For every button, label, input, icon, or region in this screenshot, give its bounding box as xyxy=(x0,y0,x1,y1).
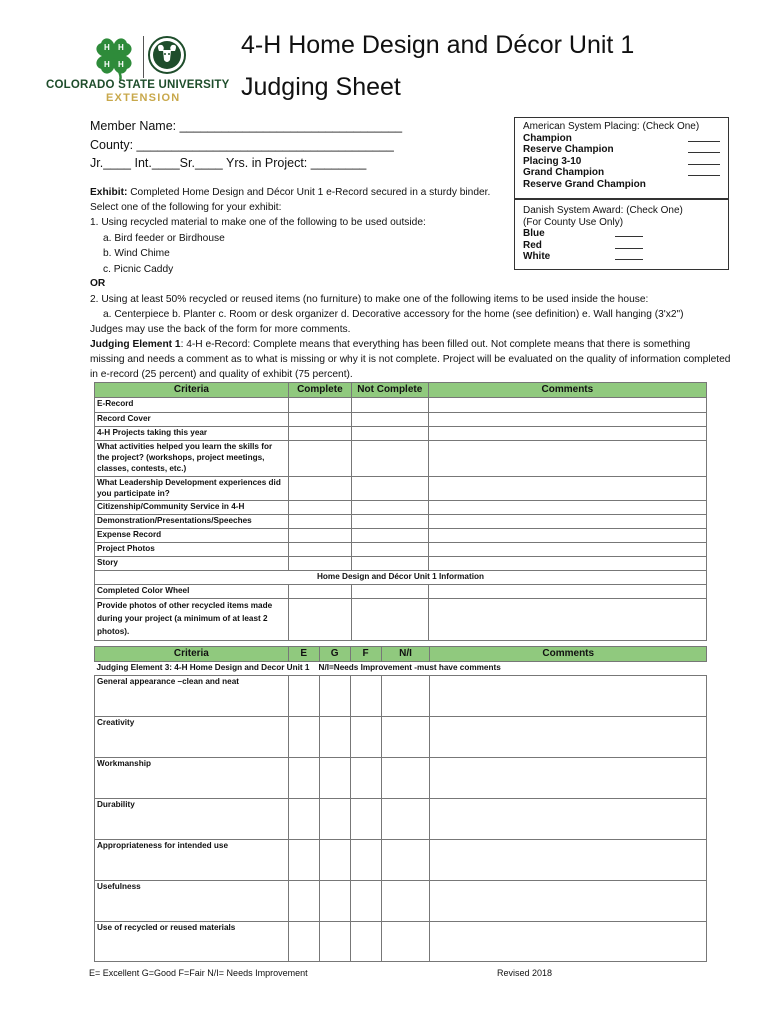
table-row xyxy=(95,585,707,599)
g-cell[interactable] xyxy=(319,676,350,717)
e-cell[interactable] xyxy=(288,758,319,799)
clover-icon xyxy=(90,34,138,80)
table-row xyxy=(95,501,707,515)
criteria-cell: 4-H Projects taking this year xyxy=(95,427,289,441)
not-complete-cell[interactable] xyxy=(351,557,428,571)
table-row xyxy=(95,441,707,477)
table-row xyxy=(95,758,707,799)
comment-cell[interactable] xyxy=(428,413,706,427)
not-complete-cell[interactable] xyxy=(351,543,428,557)
danish-checkbox[interactable] xyxy=(615,240,643,249)
not-complete-cell[interactable] xyxy=(351,585,428,599)
section-title: Home Design and Décor Unit 1 Information xyxy=(95,571,707,585)
not-complete-cell[interactable] xyxy=(351,529,428,543)
table-row xyxy=(95,398,707,413)
comment-cell[interactable] xyxy=(428,501,706,515)
exhibit-text: Completed Home Design and Décor Unit 1 e-Record secured in a sturdy binder. xyxy=(130,187,491,198)
criteria-cell: Creativity xyxy=(95,717,289,758)
header-f: F xyxy=(350,647,381,662)
level-field[interactable]: Jr.____ Int.____Sr.____ Yrs. in Project: ________ xyxy=(90,156,367,170)
not-complete-cell[interactable] xyxy=(351,599,428,641)
f-cell[interactable] xyxy=(350,881,381,922)
complete-cell[interactable] xyxy=(288,477,351,501)
ni-cell[interactable] xyxy=(381,717,430,758)
g-cell[interactable] xyxy=(319,717,350,758)
comment-cell[interactable] xyxy=(428,477,706,501)
not-complete-cell[interactable] xyxy=(351,413,428,427)
placing-option: Grand Champion xyxy=(523,167,605,178)
judging-element-1-text: : 4-H e-Record: Complete means that everything has been filled out. Not complete means that there is something xyxy=(180,339,691,350)
header-comments: Comments xyxy=(428,383,706,398)
e-cell[interactable] xyxy=(288,881,319,922)
criteria-cell: Use of recycled or reused materials xyxy=(95,922,289,962)
criteria-cell: Expense Record xyxy=(95,529,289,543)
ni-cell[interactable] xyxy=(381,676,430,717)
comment-cell[interactable] xyxy=(430,922,707,962)
criteria-cell: Completed Color Wheel xyxy=(95,585,289,599)
comment-cell[interactable] xyxy=(428,599,706,641)
ni-cell[interactable] xyxy=(381,922,430,962)
erecord-table xyxy=(94,382,707,641)
danish-option: White xyxy=(523,251,551,262)
option1-item: a. Bird feeder or Birdhouse xyxy=(103,233,225,244)
table-header xyxy=(95,647,707,662)
header-e: E xyxy=(288,647,319,662)
svg-text:H: H xyxy=(104,43,110,52)
judges-note: Judges may use the back of the form for more comments. xyxy=(90,324,351,335)
table-row xyxy=(95,477,707,501)
not-complete-cell[interactable] xyxy=(351,398,428,413)
subheader-left: Judging Element 3: 4-H Home Design and Decor Unit 1 xyxy=(96,663,310,672)
comment-cell[interactable] xyxy=(430,717,707,758)
table-row xyxy=(95,529,707,543)
judging-element-1-line2: missing and needs a comment as to what is missing or why it is not complete. Project will be evaluated on the quality of information completed xyxy=(90,354,731,365)
table-row xyxy=(95,599,707,641)
table-row xyxy=(95,881,707,922)
ram-seal-icon xyxy=(148,36,186,74)
f-cell[interactable] xyxy=(350,840,381,881)
judging-element-1-label: Judging Element 1 xyxy=(90,339,181,350)
exhibit-select: Select one of the following for your exhibit: xyxy=(90,202,282,213)
svg-text:H: H xyxy=(118,60,124,69)
danish-option: Blue xyxy=(523,228,545,239)
county-field[interactable]: County: _____________________________________ xyxy=(90,138,394,152)
criteria-cell: Provide photos of other recycled items made during your project (a minimum of at least 2 photos). xyxy=(95,599,289,641)
footer-revised: Revised 2018 xyxy=(497,968,553,978)
comment-cell[interactable] xyxy=(428,529,706,543)
criteria-cell: Record Cover xyxy=(95,413,289,427)
criteria-cell: Durability xyxy=(95,799,289,840)
complete-cell[interactable] xyxy=(288,501,351,515)
comment-cell[interactable] xyxy=(430,799,707,840)
comment-cell[interactable] xyxy=(428,543,706,557)
subheader xyxy=(95,662,707,676)
comment-cell[interactable] xyxy=(430,881,707,922)
placing-checkbox[interactable] xyxy=(688,156,720,165)
header-not-complete: Not Complete xyxy=(351,383,428,398)
not-complete-cell[interactable] xyxy=(351,477,428,501)
option2-items: a. Centerpiece b. Planter c. Room or desk organizer d. Decorative accessory for the home (see definition) e. Wall hanging (3'x2") xyxy=(103,309,684,320)
g-cell[interactable] xyxy=(319,840,350,881)
exhibit-label: Exhibit: xyxy=(90,187,128,198)
table-row xyxy=(95,799,707,840)
criteria-cell: Appropriateness for intended use xyxy=(95,840,289,881)
e-cell[interactable] xyxy=(288,840,319,881)
placing-checkbox[interactable] xyxy=(688,167,720,176)
ni-cell[interactable] xyxy=(381,799,430,840)
not-complete-cell[interactable] xyxy=(351,515,428,529)
g-cell[interactable] xyxy=(319,922,350,962)
table-row xyxy=(95,413,707,427)
header-criteria: Criteria xyxy=(95,647,289,662)
e-cell[interactable] xyxy=(288,799,319,840)
judging-table xyxy=(94,646,707,962)
danish-award-box xyxy=(514,199,729,270)
comment-cell[interactable] xyxy=(428,441,706,477)
page-subtitle: Judging Sheet xyxy=(241,73,401,101)
f-cell[interactable] xyxy=(350,676,381,717)
ni-cell[interactable] xyxy=(381,758,430,799)
org-name: COLORADO STATE UNIVERSITY xyxy=(46,79,230,91)
criteria-cell: Workmanship xyxy=(95,758,289,799)
complete-cell[interactable] xyxy=(288,515,351,529)
header-complete: Complete xyxy=(288,383,351,398)
danish-subtitle: (For County Use Only) xyxy=(523,216,624,228)
page-title: 4-H Home Design and Décor Unit 1 xyxy=(241,31,635,59)
g-cell[interactable] xyxy=(319,799,350,840)
danish-option: Red xyxy=(523,239,542,251)
criteria-cell: Demonstration/Presentations/Speeches xyxy=(95,515,289,529)
complete-cell[interactable] xyxy=(288,543,351,557)
complete-cell[interactable] xyxy=(288,413,351,427)
comment-cell[interactable] xyxy=(428,515,706,529)
placing-option: Reserve Grand Champion xyxy=(523,178,646,190)
header-ni: N/I xyxy=(381,647,430,662)
table-row xyxy=(95,676,707,717)
svg-text:H: H xyxy=(104,60,110,69)
g-cell[interactable] xyxy=(319,758,350,799)
ni-cell[interactable] xyxy=(381,881,430,922)
table-row xyxy=(95,427,707,441)
table-header xyxy=(95,383,707,398)
not-complete-cell[interactable] xyxy=(351,501,428,515)
complete-cell[interactable] xyxy=(288,398,351,413)
criteria-cell: Usefulness xyxy=(95,881,289,922)
criteria-cell: Story xyxy=(95,557,289,571)
header-criteria: Criteria xyxy=(95,383,289,398)
complete-cell[interactable] xyxy=(288,599,351,641)
e-cell[interactable] xyxy=(288,676,319,717)
danish-checkbox[interactable] xyxy=(615,228,643,237)
danish-checkbox[interactable] xyxy=(615,251,643,260)
danish-title: Danish System Award: (Check One) xyxy=(523,205,683,216)
placing-checkbox[interactable] xyxy=(688,133,720,142)
comment-cell[interactable] xyxy=(428,585,706,599)
table-row xyxy=(95,840,707,881)
section-row xyxy=(95,571,707,585)
placing-title: American System Placing: (Check One) xyxy=(523,121,700,132)
f-cell[interactable] xyxy=(350,717,381,758)
ni-cell[interactable] xyxy=(381,840,430,881)
table-row xyxy=(95,717,707,758)
f-cell[interactable] xyxy=(350,799,381,840)
g-cell[interactable] xyxy=(319,881,350,922)
complete-cell[interactable] xyxy=(288,585,351,599)
subheader-row xyxy=(95,662,707,676)
exhibit-option-2: 2. Using at least 50% recycled or reused items (no furniture) to make one of the following items to be used inside the house: xyxy=(90,294,649,305)
table-row xyxy=(95,515,707,529)
option1-item: b. Wind Chime xyxy=(103,248,170,259)
criteria-cell: Citizenship/Community Service in 4-H xyxy=(95,501,289,515)
table-row xyxy=(95,922,707,962)
not-complete-cell[interactable] xyxy=(351,441,428,477)
placing-option: Champion xyxy=(523,132,572,144)
svg-text:H: H xyxy=(118,43,124,52)
header-comments: Comments xyxy=(430,647,707,662)
org-extension: EXTENSION xyxy=(106,92,181,104)
footer-legend: E= Excellent G=Good F=Fair N/I= Needs Improvement xyxy=(89,968,308,978)
member-name-field[interactable]: Member Name: ________________________________ xyxy=(90,119,403,133)
exhibit-line xyxy=(90,185,490,200)
judging-element-1-line3: in e-record (25 percent) and quality of exhibit (75 percent). xyxy=(90,369,353,380)
not-complete-cell[interactable] xyxy=(351,427,428,441)
complete-cell[interactable] xyxy=(288,441,351,477)
e-cell[interactable] xyxy=(288,922,319,962)
exhibit-option-1: 1. Using recycled material to make one of the following to be used outside: xyxy=(90,217,426,228)
comment-cell[interactable] xyxy=(430,676,707,717)
option1-item: c. Picnic Caddy xyxy=(103,264,174,275)
comment-cell[interactable] xyxy=(428,427,706,441)
header-g: G xyxy=(319,647,350,662)
american-placing-box xyxy=(514,117,729,199)
table-row xyxy=(95,543,707,557)
complete-cell[interactable] xyxy=(288,529,351,543)
criteria-cell: What activities helped you learn the skills for the project? (workshops, project meetings, classes, contests, etc.) xyxy=(95,441,289,477)
complete-cell[interactable] xyxy=(288,557,351,571)
f-cell[interactable] xyxy=(350,758,381,799)
judging-element-1 xyxy=(90,337,690,352)
criteria-cell: E-Record xyxy=(95,398,289,413)
comment-cell[interactable] xyxy=(428,557,706,571)
placing-option: Placing 3-10 xyxy=(523,155,582,167)
comment-cell[interactable] xyxy=(430,758,707,799)
criteria-cell: General appearance –clean and neat xyxy=(95,676,289,717)
comment-cell[interactable] xyxy=(428,398,706,413)
or-label: OR xyxy=(90,278,106,289)
logo xyxy=(46,34,232,106)
complete-cell[interactable] xyxy=(288,427,351,441)
comment-cell[interactable] xyxy=(430,840,707,881)
placing-checkbox[interactable] xyxy=(688,144,720,153)
table-row xyxy=(95,557,707,571)
subheader-right: N/I=Needs Improvement -must have comments xyxy=(318,663,501,672)
placing-option: Reserve Champion xyxy=(523,144,614,155)
f-cell[interactable] xyxy=(350,922,381,962)
criteria-cell: What Leadership Development experiences did you participate in? xyxy=(95,477,289,501)
criteria-cell: Project Photos xyxy=(95,543,289,557)
e-cell[interactable] xyxy=(288,717,319,758)
